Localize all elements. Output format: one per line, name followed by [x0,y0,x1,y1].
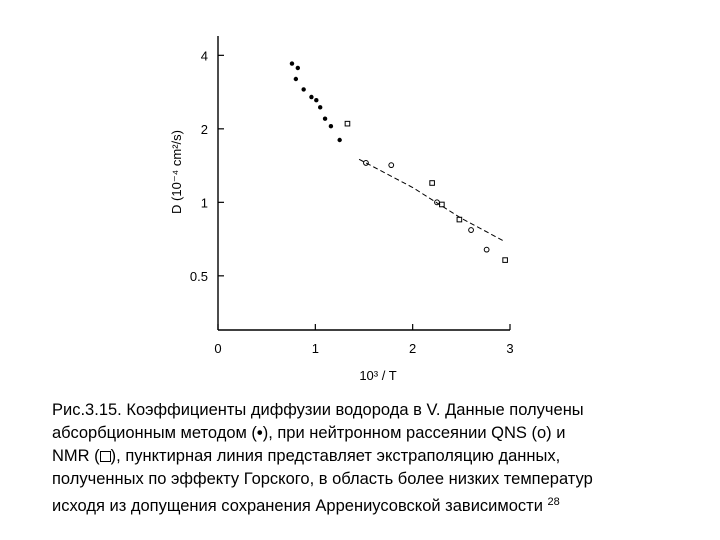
filled-circle-symbol: • [256,424,263,442]
x-axis-label: 10³ / T [359,368,397,383]
caption-line-4: полученных по эффекту Горского, в область более низких температур [52,470,593,488]
y-axis-label: D (10⁻⁴ cm²/s) [169,130,184,214]
ticks [190,48,514,356]
nmr-data-point [457,217,462,222]
x-tick-label: 2 [409,341,417,356]
caption-line-5 [52,491,718,518]
qns-data-point [484,247,489,252]
qns-data-point [389,163,394,168]
data-marks [290,61,508,262]
nmr-data-point [430,181,435,186]
y-tick-label: 0.5 [189,268,208,284]
x-tick-label: 1 [311,341,319,356]
figure-caption [52,399,718,518]
caption-line-2-end: ), при нейтронном рассеянии QNS (o) и [262,424,566,442]
caption-line-3-start: NMR ( [52,447,100,465]
absorption-data-point [318,105,322,109]
caption-line-3-end: ), пунктирная линия представляет экстраполяцию данных, [110,447,561,465]
x-tick-label: 3 [506,341,514,356]
caption-line-5-text: исходя из допущения сохранения Аррениусовской зависимости [52,497,543,515]
y-tick-label: 2 [200,121,208,137]
caption-line-3 [52,445,718,468]
x-tick-label: 0 [214,341,222,356]
nmr-data-point [503,258,508,263]
absorption-data-point [309,95,313,99]
absorption-data-point [329,124,333,128]
extrapolation-dashed-line [359,159,505,241]
qns-data-point [469,228,474,233]
absorption-data-point [301,87,305,91]
axes [218,36,510,330]
absorption-data-point [290,61,294,65]
absorption-data-point [294,77,298,81]
absorption-data-point [323,117,327,121]
y-tick-label: 4 [200,48,208,64]
caption-line-2 [52,422,718,445]
y-tick-label: 1 [200,195,208,211]
absorption-data-point [296,66,300,70]
page-number: 28 [547,496,560,508]
nmr-data-point [345,121,350,126]
caption-line-1: Рис.3.15. Коэффициенты диффузии водорода в V. Данные получены [52,401,584,419]
qns-data-point [364,161,369,166]
caption-line-2-start: абсорбционным методом ( [52,424,257,442]
absorption-data-point [337,138,341,142]
open-square-symbol [100,451,111,462]
absorption-data-point [314,98,318,102]
